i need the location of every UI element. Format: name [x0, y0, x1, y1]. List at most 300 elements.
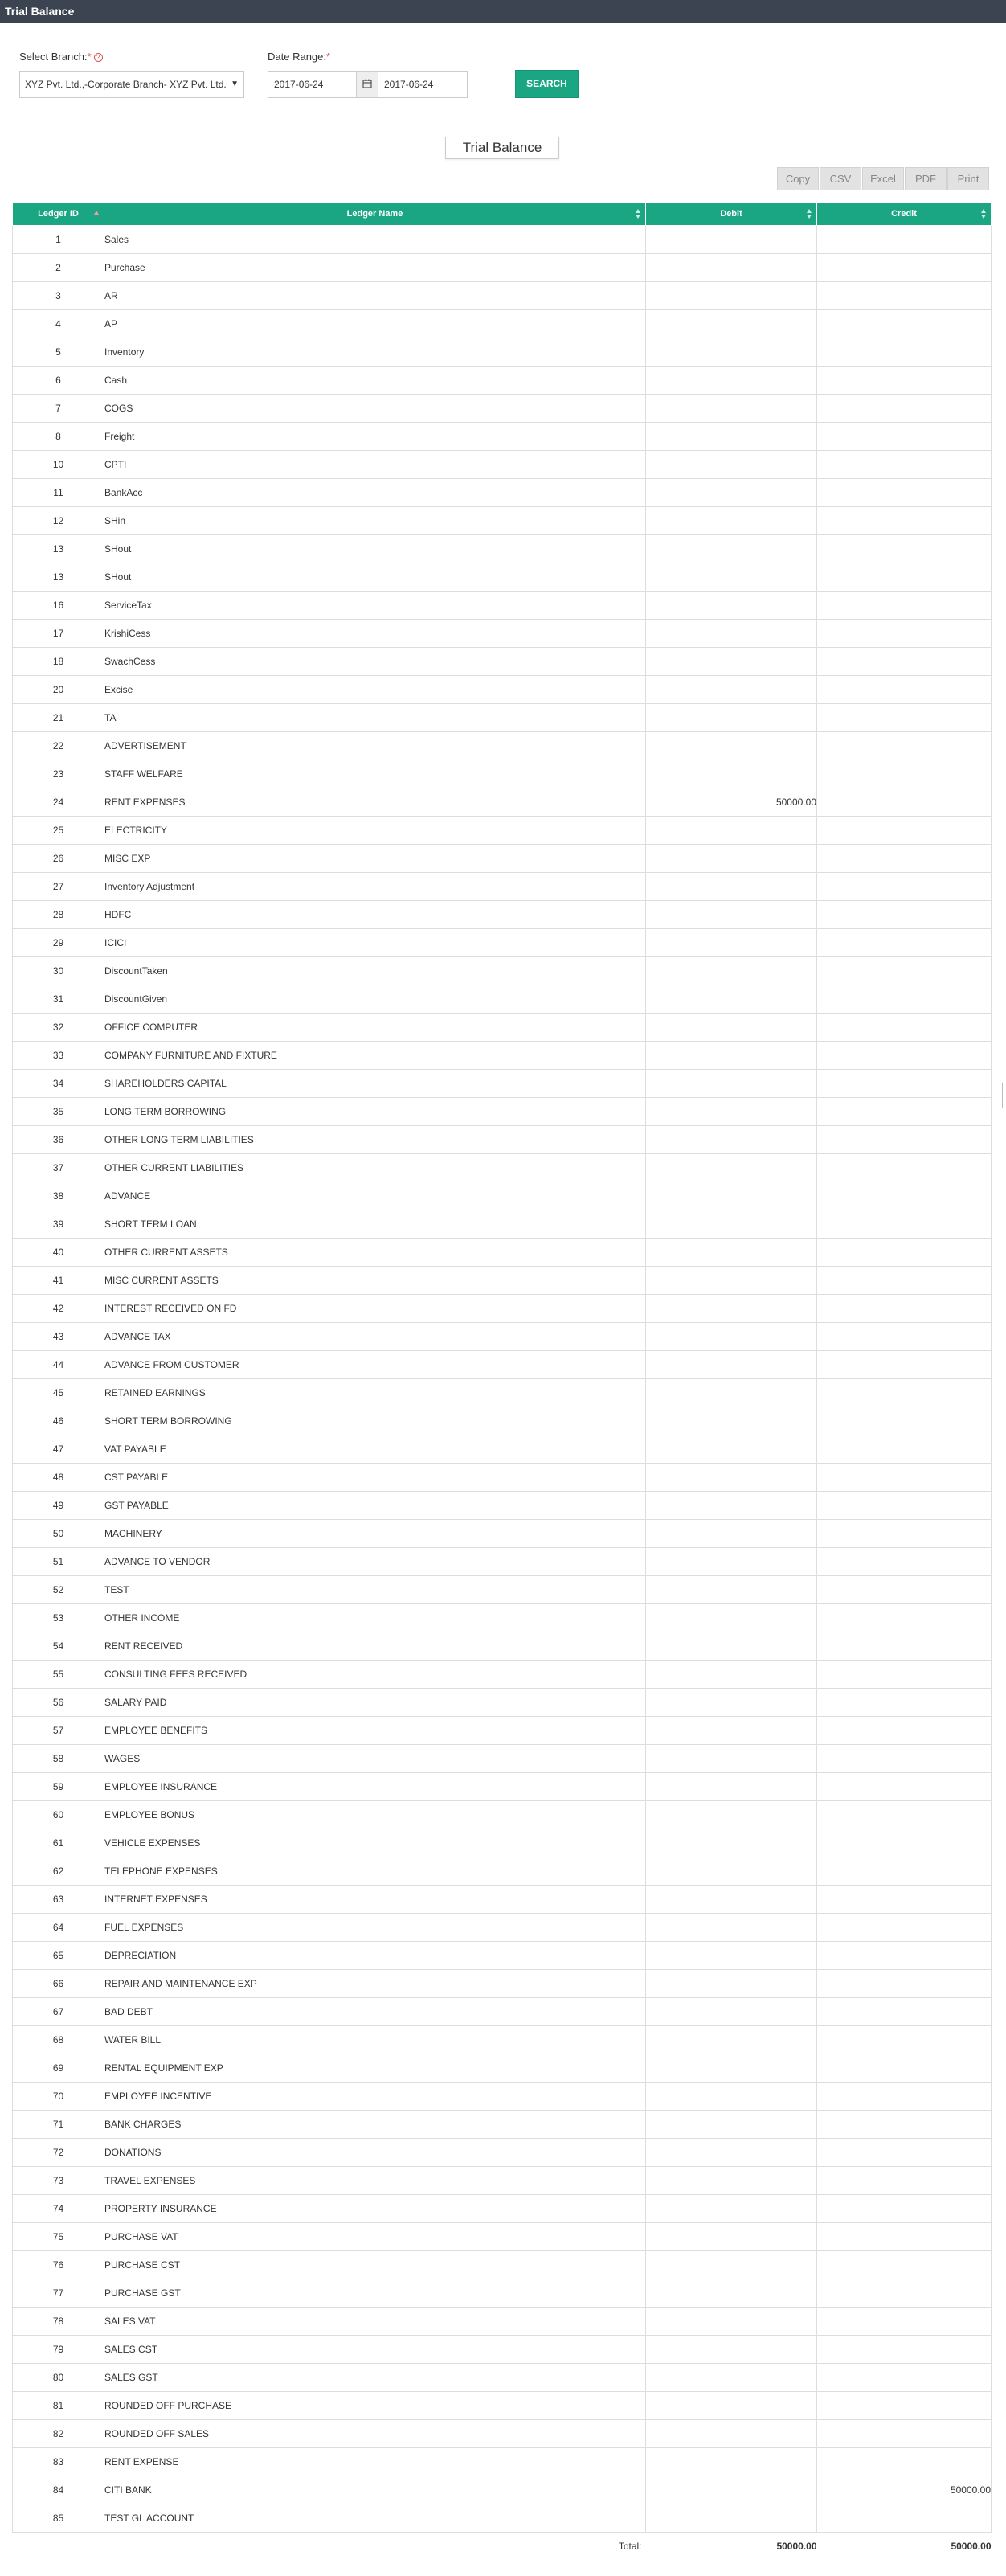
date-range-label-text: Date Range: [268, 51, 326, 63]
ledger-name-cell: SHORT TERM LOAN [104, 1210, 646, 1239]
ledger-id-cell: 69 [13, 2054, 104, 2083]
ledger-id-cell: 18 [13, 648, 104, 676]
table-row [13, 1435, 992, 1464]
credit-cell [817, 338, 992, 367]
ledger-name-cell: PURCHASE CST [104, 2251, 646, 2279]
date-from-input[interactable] [268, 71, 357, 98]
table-row [13, 1042, 992, 1070]
credit-cell [817, 985, 992, 1014]
credit-cell [817, 423, 992, 451]
ledger-name-cell: FUEL EXPENSES [104, 1914, 646, 1942]
ledger-name-cell: COGS [104, 395, 646, 423]
table-row [13, 760, 992, 788]
debit-cell [646, 2279, 817, 2308]
table-row [13, 1154, 992, 1182]
debit-cell [646, 1520, 817, 1548]
table-row [13, 2448, 992, 2476]
debit-cell [646, 1182, 817, 1210]
ledger-id-cell: 17 [13, 620, 104, 648]
credit-cell [817, 2054, 992, 2083]
credit-cell [817, 1520, 992, 1548]
credit-cell [817, 1604, 992, 1632]
ledger-name-cell: Sales [104, 226, 646, 254]
debit-cell [646, 1492, 817, 1520]
ledger-name-cell: DiscountGiven [104, 985, 646, 1014]
debit-cell [646, 2223, 817, 2251]
credit-cell [817, 704, 992, 732]
credit-cell [817, 648, 992, 676]
ledger-id-cell: 40 [13, 1239, 104, 1267]
ledger-name-cell: SALES GST [104, 2364, 646, 2392]
debit-cell [646, 1576, 817, 1604]
debit-cell [646, 1407, 817, 1435]
debit-cell [646, 2336, 817, 2364]
credit-cell [817, 2420, 992, 2448]
table-row [13, 1210, 992, 1239]
ledger-id-cell: 42 [13, 1295, 104, 1323]
debit-cell [646, 1914, 817, 1942]
ledger-id-cell: 64 [13, 1914, 104, 1942]
credit-cell [817, 1970, 992, 1998]
ledger-id-cell: 22 [13, 732, 104, 760]
ledger-name-cell: Cash [104, 367, 646, 395]
ledger-name-cell: EMPLOYEE BONUS [104, 1801, 646, 1829]
debit-cell [646, 620, 817, 648]
credit-cell [817, 732, 992, 760]
credit-cell [817, 1239, 992, 1267]
credit-cell [817, 845, 992, 873]
table-row [13, 1267, 992, 1295]
table-row [13, 1351, 992, 1379]
credit-cell [817, 2195, 992, 2223]
ledger-id-cell: 84 [13, 2476, 104, 2504]
debit-cell [646, 873, 817, 901]
ledger-id-cell: 62 [13, 1857, 104, 1886]
debit-cell [646, 338, 817, 367]
table-row [13, 1829, 992, 1857]
debit-cell [646, 1351, 817, 1379]
debit-cell [646, 423, 817, 451]
ledger-id-cell: 60 [13, 1801, 104, 1829]
ledger-name-cell: BAD DEBT [104, 1998, 646, 2026]
debit-cell [646, 929, 817, 957]
table-row [13, 1576, 992, 1604]
ledger-name-cell: WAGES [104, 1745, 646, 1773]
debit-cell [646, 732, 817, 760]
ledger-name-cell: SHAREHOLDERS CAPITAL [104, 1070, 646, 1098]
debit-cell [646, 2420, 817, 2448]
debit-cell [646, 985, 817, 1014]
column-header-ledger-name[interactable] [104, 203, 646, 226]
ledger-id-cell: 32 [13, 1014, 104, 1042]
ledger-name-cell: Inventory [104, 338, 646, 367]
debit-cell [646, 2026, 817, 2054]
table-row [13, 2308, 992, 2336]
ledger-name-cell: ADVANCE [104, 1182, 646, 1210]
ledger-id-cell: 54 [13, 1632, 104, 1661]
copy-button[interactable]: Copy [777, 167, 819, 190]
ledger-id-cell: 76 [13, 2251, 104, 2279]
table-row [13, 845, 992, 873]
debit-cell [646, 451, 817, 479]
table-row [13, 1492, 992, 1520]
column-header-ledger-id[interactable] [13, 203, 104, 226]
date-to-value: 2017-06-24 [384, 79, 434, 90]
credit-cell [817, 2251, 992, 2279]
ledger-name-cell: CONSULTING FEES RECEIVED [104, 1661, 646, 1689]
credit-cell [817, 1745, 992, 1773]
debit-cell [646, 1773, 817, 1801]
ledger-id-cell: 58 [13, 1745, 104, 1773]
credit-cell [817, 1914, 992, 1942]
table-row [13, 1379, 992, 1407]
chevron-down-icon: ▼ [231, 80, 239, 88]
credit-cell [817, 1632, 992, 1661]
credit-cell [817, 507, 992, 535]
search-button[interactable]: SEARCH [515, 70, 579, 98]
debit-cell [646, 2139, 817, 2167]
credit-cell [817, 1661, 992, 1689]
branch-label-text: Select Branch: [19, 51, 88, 63]
table-row [13, 2420, 992, 2448]
ledger-id-cell: 71 [13, 2111, 104, 2139]
credit-cell [817, 1998, 992, 2026]
table-row [13, 1632, 992, 1661]
column-header-credit[interactable] [817, 203, 992, 226]
ledger-name-cell: RENTAL EQUIPMENT EXP [104, 2054, 646, 2083]
credit-cell [817, 1154, 992, 1182]
debit-cell [646, 226, 817, 254]
ledger-name-cell: ServiceTax [104, 592, 646, 620]
table-row [13, 226, 992, 254]
debit-cell [646, 1661, 817, 1689]
total-debit: 50000.00 [776, 2541, 817, 2553]
debit-cell: 50000.00 [646, 788, 817, 817]
ledger-id-cell: 7 [13, 395, 104, 423]
table-row [13, 648, 992, 676]
table-row [13, 2026, 992, 2054]
table-row [13, 310, 992, 338]
column-label: Ledger Name [346, 209, 403, 219]
branch-select[interactable] [19, 71, 244, 98]
ledger-id-cell: 13 [13, 563, 104, 592]
ledger-name-cell: OTHER INCOME [104, 1604, 646, 1632]
table-header-row [13, 203, 992, 226]
credit-cell [817, 788, 992, 817]
ledger-id-cell: 3 [13, 282, 104, 310]
ledger-id-cell: 79 [13, 2336, 104, 2364]
total-label: Total: [618, 2541, 642, 2553]
debit-cell [646, 1604, 817, 1632]
ledger-id-cell: 80 [13, 2364, 104, 2392]
table-row [13, 1773, 992, 1801]
branch-label [19, 51, 103, 63]
table-row [13, 1182, 992, 1210]
ledger-name-cell: ADVANCE TO VENDOR [104, 1548, 646, 1576]
ledger-id-cell: 39 [13, 1210, 104, 1239]
ledger-name-cell: WATER BILL [104, 2026, 646, 2054]
ledger-name-cell: DiscountTaken [104, 957, 646, 985]
debit-cell [646, 2054, 817, 2083]
debit-cell [646, 676, 817, 704]
debit-cell [646, 1998, 817, 2026]
ledger-id-cell: 24 [13, 788, 104, 817]
table-row [13, 2476, 992, 2504]
debit-cell [646, 648, 817, 676]
column-label: Credit [891, 209, 917, 219]
table-row [13, 282, 992, 310]
debit-cell [646, 2392, 817, 2420]
credit-cell [817, 1801, 992, 1829]
table-row [13, 1801, 992, 1829]
table-row [13, 1689, 992, 1717]
debit-cell [646, 2308, 817, 2336]
ledger-name-cell: TRAVEL EXPENSES [104, 2167, 646, 2195]
ledger-id-cell: 53 [13, 1604, 104, 1632]
ledger-id-cell: 28 [13, 901, 104, 929]
scroll-edge [1002, 1083, 1006, 1108]
debit-cell [646, 1689, 817, 1717]
date-range-label [268, 51, 330, 63]
ledger-name-cell: SHout [104, 535, 646, 563]
debit-cell [646, 1042, 817, 1070]
help-icon[interactable]: ? [94, 53, 103, 62]
table-row [13, 2054, 992, 2083]
ledger-id-cell: 81 [13, 2392, 104, 2420]
credit-cell [817, 1407, 992, 1435]
table-row [13, 1914, 992, 1942]
debit-cell [646, 817, 817, 845]
ledger-id-cell: 13 [13, 535, 104, 563]
credit-cell [817, 1379, 992, 1407]
table-row [13, 704, 992, 732]
required-marker: * [326, 51, 331, 63]
table-row [13, 2504, 992, 2533]
table-row [13, 1857, 992, 1886]
report-title: Trial Balance [445, 137, 559, 159]
ledger-name-cell: Excise [104, 676, 646, 704]
table-row [13, 2195, 992, 2223]
credit-cell [817, 563, 992, 592]
debit-cell [646, 1267, 817, 1295]
credit-cell [817, 1070, 992, 1098]
ledger-name-cell: HDFC [104, 901, 646, 929]
debit-cell [646, 2195, 817, 2223]
table-row [13, 732, 992, 760]
sort-icon [980, 208, 987, 219]
table-row [13, 1464, 992, 1492]
ledger-name-cell: MACHINERY [104, 1520, 646, 1548]
ledger-name-cell: MISC EXP [104, 845, 646, 873]
debit-cell [646, 563, 817, 592]
ledger-name-cell: OTHER CURRENT ASSETS [104, 1239, 646, 1267]
credit-cell [817, 1042, 992, 1070]
column-label: Debit [720, 209, 742, 219]
credit-cell [817, 535, 992, 563]
debit-cell [646, 2167, 817, 2195]
ledger-id-cell: 75 [13, 2223, 104, 2251]
credit-cell [817, 2448, 992, 2476]
credit-cell: 50000.00 [817, 2476, 992, 2504]
calendar-icon[interactable] [356, 71, 378, 98]
table-row [13, 1126, 992, 1154]
ledger-id-cell: 30 [13, 957, 104, 985]
table-row [13, 1098, 992, 1126]
credit-cell [817, 1295, 992, 1323]
credit-cell [817, 592, 992, 620]
debit-cell [646, 2504, 817, 2533]
csv-button[interactable]: CSV [820, 167, 861, 190]
debit-cell [646, 395, 817, 423]
debit-cell [646, 704, 817, 732]
table-row [13, 620, 992, 648]
credit-cell [817, 1576, 992, 1604]
ledger-name-cell: PROPERTY INSURANCE [104, 2195, 646, 2223]
debit-cell [646, 1210, 817, 1239]
print-button[interactable]: Print [947, 167, 989, 190]
credit-cell [817, 901, 992, 929]
table-row [13, 901, 992, 929]
branch-select-value: XYZ Pvt. Ltd.,-Corporate Branch- XYZ Pvt. Ltd. [25, 79, 227, 90]
ledger-name-cell: PURCHASE VAT [104, 2223, 646, 2251]
ledger-id-cell: 1 [13, 226, 104, 254]
credit-cell [817, 2279, 992, 2308]
window-title-bar [0, 0, 1006, 23]
debit-cell [646, 1857, 817, 1886]
credit-cell [817, 1464, 992, 1492]
ledger-id-cell: 25 [13, 817, 104, 845]
ledger-id-cell: 12 [13, 507, 104, 535]
table-row [13, 507, 992, 535]
credit-cell [817, 2364, 992, 2392]
table-row [13, 1942, 992, 1970]
ledger-name-cell: TEST [104, 1576, 646, 1604]
ledger-id-cell: 67 [13, 1998, 104, 2026]
column-header-debit[interactable] [646, 203, 817, 226]
ledger-id-cell: 63 [13, 1886, 104, 1914]
table-row [13, 873, 992, 901]
debit-cell [646, 507, 817, 535]
ledger-id-cell: 48 [13, 1464, 104, 1492]
ledger-name-cell: SHORT TERM BORROWING [104, 1407, 646, 1435]
credit-cell [817, 226, 992, 254]
credit-cell [817, 451, 992, 479]
credit-cell [817, 1492, 992, 1520]
trial-balance-table [12, 202, 992, 2561]
credit-cell [817, 817, 992, 845]
ledger-id-cell: 43 [13, 1323, 104, 1351]
debit-cell [646, 479, 817, 507]
ledger-name-cell: VAT PAYABLE [104, 1435, 646, 1464]
table-row [13, 338, 992, 367]
table-row [13, 985, 992, 1014]
ledger-name-cell: MISC CURRENT ASSETS [104, 1267, 646, 1295]
credit-cell [817, 676, 992, 704]
credit-cell [817, 1857, 992, 1886]
ledger-id-cell: 38 [13, 1182, 104, 1210]
credit-cell [817, 479, 992, 507]
table-row [13, 929, 992, 957]
table-row [13, 2167, 992, 2195]
ledger-name-cell: CPTI [104, 451, 646, 479]
ledger-name-cell: Purchase [104, 254, 646, 282]
ledger-name-cell: RETAINED EARNINGS [104, 1379, 646, 1407]
date-from-value: 2017-06-24 [274, 79, 324, 90]
ledger-id-cell: 5 [13, 338, 104, 367]
ledger-name-cell: TEST GL ACCOUNT [104, 2504, 646, 2533]
credit-cell [817, 2392, 992, 2420]
ledger-name-cell: BANK CHARGES [104, 2111, 646, 2139]
ledger-id-cell: 59 [13, 1773, 104, 1801]
table-row [13, 2336, 992, 2364]
ledger-name-cell: SALES VAT [104, 2308, 646, 2336]
table-row [13, 2111, 992, 2139]
ledger-name-cell: ICICI [104, 929, 646, 957]
ledger-name-cell: CITI BANK [104, 2476, 646, 2504]
ledger-name-cell: ADVANCE FROM CUSTOMER [104, 1351, 646, 1379]
debit-cell [646, 1154, 817, 1182]
ledger-name-cell: INTEREST RECEIVED ON FD [104, 1295, 646, 1323]
table-row [13, 1970, 992, 1998]
debit-cell [646, 2083, 817, 2111]
ledger-name-cell: OTHER CURRENT LIABILITIES [104, 1154, 646, 1182]
ledger-id-cell: 51 [13, 1548, 104, 1576]
ledger-name-cell: VEHICLE EXPENSES [104, 1829, 646, 1857]
credit-cell [817, 760, 992, 788]
credit-cell [817, 1689, 992, 1717]
table-row [13, 1520, 992, 1548]
ledger-id-cell: 8 [13, 423, 104, 451]
table-row [13, 1717, 992, 1745]
debit-cell [646, 310, 817, 338]
debit-cell [646, 1829, 817, 1857]
debit-cell [646, 1435, 817, 1464]
table-row [13, 592, 992, 620]
debit-cell [646, 254, 817, 282]
ledger-name-cell: STAFF WELFARE [104, 760, 646, 788]
date-to-input[interactable] [378, 71, 468, 98]
table-row [13, 2279, 992, 2308]
ledger-id-cell: 77 [13, 2279, 104, 2308]
ledger-name-cell: TA [104, 704, 646, 732]
credit-cell [817, 2223, 992, 2251]
debit-cell [646, 1464, 817, 1492]
ledger-id-cell: 20 [13, 676, 104, 704]
ledger-id-cell: 33 [13, 1042, 104, 1070]
ledger-id-cell: 45 [13, 1379, 104, 1407]
ledger-id-cell: 21 [13, 704, 104, 732]
pdf-button[interactable]: PDF [905, 167, 947, 190]
debit-cell [646, 592, 817, 620]
ledger-name-cell: EMPLOYEE BENEFITS [104, 1717, 646, 1745]
table-row [13, 2364, 992, 2392]
table-row [13, 2392, 992, 2420]
debit-cell [646, 1970, 817, 1998]
excel-button[interactable]: Excel [862, 167, 904, 190]
table-row [13, 1886, 992, 1914]
ledger-id-cell: 44 [13, 1351, 104, 1379]
credit-cell [817, 395, 992, 423]
debit-cell [646, 1070, 817, 1098]
credit-cell [817, 2167, 992, 2195]
ledger-id-cell: 78 [13, 2308, 104, 2336]
ledger-id-cell: 73 [13, 2167, 104, 2195]
ledger-name-cell: RENT EXPENSE [104, 2448, 646, 2476]
credit-cell [817, 957, 992, 985]
ledger-id-cell: 23 [13, 760, 104, 788]
debit-cell [646, 1323, 817, 1351]
ledger-name-cell: CST PAYABLE [104, 1464, 646, 1492]
